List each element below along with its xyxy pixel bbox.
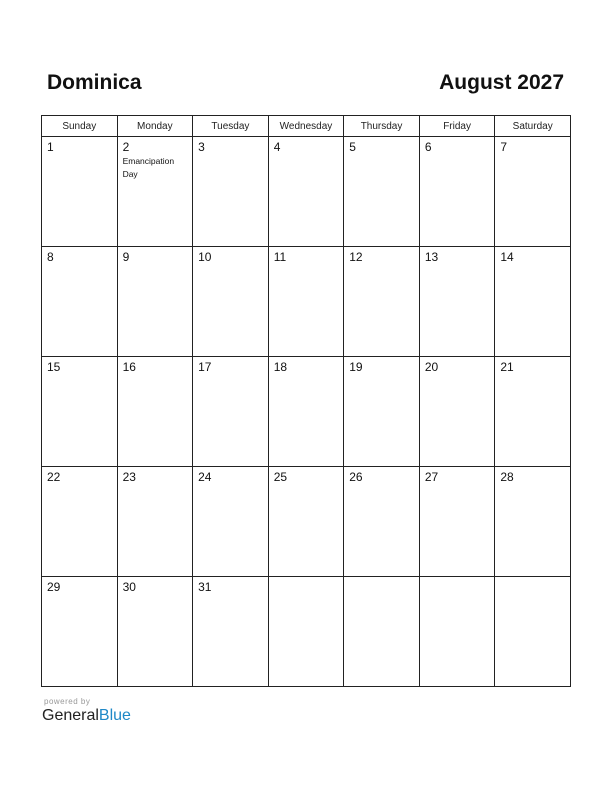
week-row bbox=[42, 467, 571, 577]
day-cell bbox=[268, 247, 344, 357]
day-number: 2 bbox=[122, 140, 130, 154]
day-cell bbox=[419, 137, 495, 247]
day-cell bbox=[268, 467, 344, 577]
day-number: 15 bbox=[47, 360, 61, 374]
weekday-monday: Monday bbox=[117, 116, 193, 137]
day-cell bbox=[193, 467, 269, 577]
weekday-thursday: Thursday bbox=[344, 116, 420, 137]
day-cell bbox=[344, 357, 420, 467]
day-cell bbox=[42, 137, 118, 247]
day-cell bbox=[419, 247, 495, 357]
brand-name-part2: Blue bbox=[98, 707, 131, 724]
week-row bbox=[42, 577, 571, 687]
day-number: 24 bbox=[198, 470, 212, 484]
weekday-header-row bbox=[42, 116, 571, 137]
day-cell bbox=[193, 577, 269, 687]
day-cell bbox=[42, 357, 118, 467]
week-row bbox=[42, 137, 571, 247]
day-cell bbox=[117, 467, 193, 577]
day-cell bbox=[495, 137, 571, 247]
month-year-title: August 2027 bbox=[439, 71, 564, 94]
day-number: 27 bbox=[424, 470, 439, 484]
day-cell bbox=[344, 467, 420, 577]
day-cell bbox=[117, 577, 193, 687]
day-number: 3 bbox=[198, 140, 205, 154]
day-number: 1 bbox=[47, 140, 54, 154]
holiday-label: Emancipation Day bbox=[122, 156, 175, 179]
day-cell bbox=[42, 467, 118, 577]
day-cell bbox=[344, 137, 420, 247]
day-cell bbox=[117, 357, 193, 467]
weekday-sunday: Sunday bbox=[42, 116, 118, 137]
day-cell bbox=[42, 577, 118, 687]
day-cell bbox=[495, 467, 571, 577]
day-number: 18 bbox=[273, 360, 288, 374]
day-number: 29 bbox=[47, 580, 61, 594]
generalblue-logo bbox=[42, 707, 131, 725]
weekday-wednesday: Wednesday bbox=[268, 116, 344, 137]
day-cell bbox=[193, 247, 269, 357]
calendar-grid bbox=[41, 115, 571, 687]
day-number: 14 bbox=[500, 250, 514, 264]
day-number: 23 bbox=[122, 470, 136, 484]
day-cell bbox=[193, 357, 269, 467]
day-cell bbox=[193, 137, 269, 247]
weekday-friday: Friday bbox=[419, 116, 495, 137]
day-number: 10 bbox=[198, 250, 212, 264]
day-number: 12 bbox=[349, 250, 363, 264]
day-cell bbox=[495, 357, 571, 467]
day-number: 6 bbox=[424, 140, 432, 154]
day-number: 26 bbox=[349, 470, 363, 484]
footer-branding bbox=[42, 697, 131, 725]
powered-by-label: powered by bbox=[44, 697, 91, 706]
day-number: 25 bbox=[273, 470, 288, 484]
day-cell bbox=[495, 247, 571, 357]
day-cell bbox=[268, 357, 344, 467]
day-cell bbox=[268, 137, 344, 247]
day-cell bbox=[117, 137, 193, 247]
empty-day-cell bbox=[495, 577, 571, 687]
day-number: 19 bbox=[349, 360, 363, 374]
day-cell bbox=[117, 247, 193, 357]
day-cell bbox=[419, 467, 495, 577]
day-number: 21 bbox=[500, 360, 514, 374]
week-row bbox=[42, 357, 571, 467]
day-number: 17 bbox=[198, 360, 212, 374]
day-number: 16 bbox=[122, 360, 136, 374]
week-row bbox=[42, 247, 571, 357]
day-number: 8 bbox=[47, 250, 54, 264]
day-number: 5 bbox=[349, 140, 356, 154]
day-number: 22 bbox=[47, 470, 61, 484]
day-number: 30 bbox=[122, 580, 136, 594]
weekday-tuesday: Tuesday bbox=[193, 116, 269, 137]
weekday-saturday: Saturday bbox=[495, 116, 571, 137]
empty-day-cell bbox=[344, 577, 420, 687]
empty-day-cell bbox=[268, 577, 344, 687]
day-number: 31 bbox=[198, 580, 212, 594]
day-number: 28 bbox=[500, 470, 514, 484]
day-number: 11 bbox=[273, 250, 287, 264]
day-number: 13 bbox=[424, 250, 439, 264]
day-number: 7 bbox=[500, 140, 508, 154]
day-cell bbox=[419, 357, 495, 467]
country-title: Dominica bbox=[47, 71, 142, 94]
day-number: 9 bbox=[122, 250, 130, 264]
day-number: 4 bbox=[273, 140, 281, 154]
brand-name-part1: General bbox=[42, 707, 99, 724]
day-number: 20 bbox=[424, 360, 439, 374]
day-cell bbox=[42, 247, 118, 357]
day-cell bbox=[344, 247, 420, 357]
empty-day-cell bbox=[419, 577, 495, 687]
